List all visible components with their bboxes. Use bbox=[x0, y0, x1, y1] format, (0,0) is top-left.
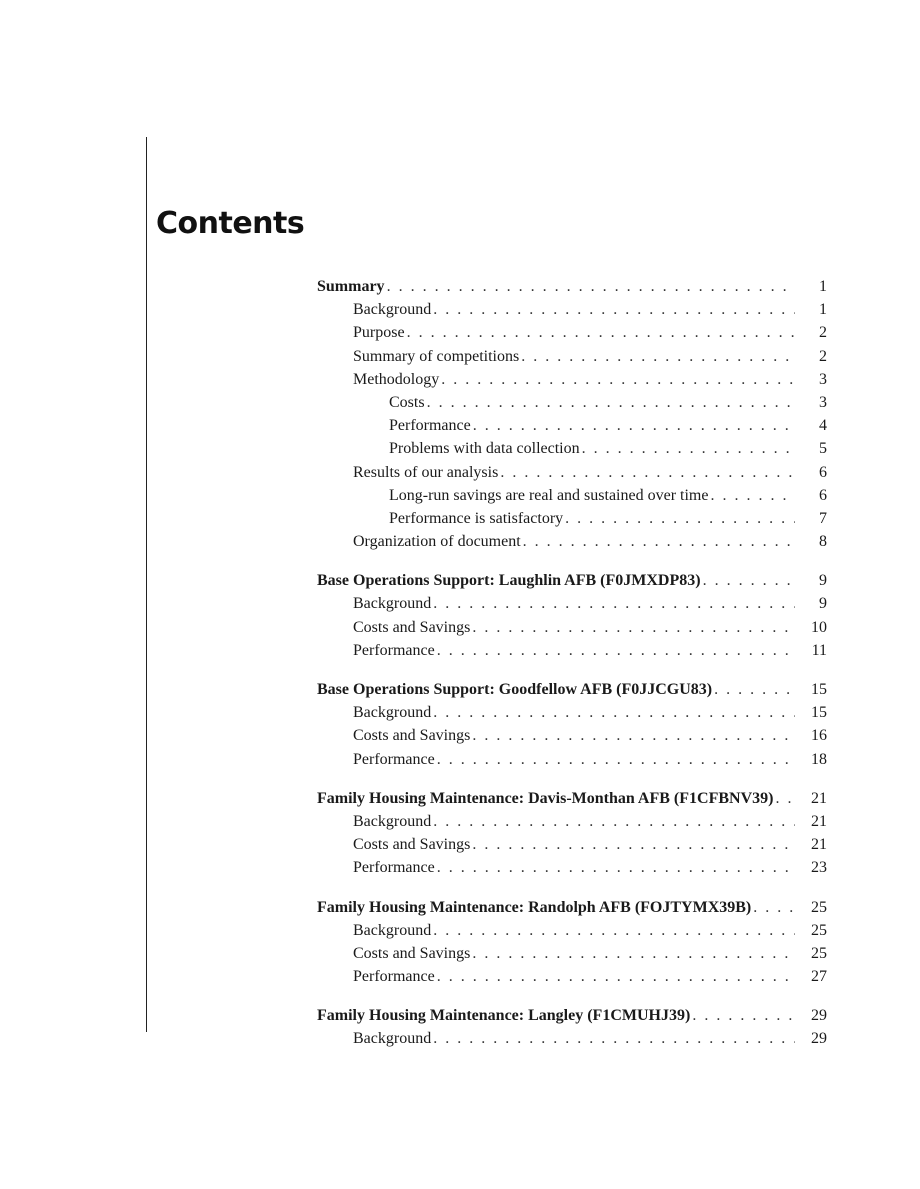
table-of-contents bbox=[317, 275, 827, 1067]
dot-leader bbox=[433, 592, 795, 615]
toc-section bbox=[317, 275, 827, 553]
toc-page-number: 11 bbox=[811, 641, 827, 659]
toc-entry-title: Costs and Savings bbox=[353, 944, 471, 962]
toc-entry-title: Summary of competitions bbox=[353, 347, 520, 365]
toc-entry-title: Background bbox=[353, 595, 432, 613]
dot-leader bbox=[437, 639, 795, 662]
toc-chapter-entry[interactable] bbox=[317, 896, 827, 919]
toc-entry[interactable] bbox=[317, 461, 827, 484]
toc-entry-title: Performance bbox=[389, 417, 471, 435]
toc-entry-title: Costs bbox=[389, 393, 425, 411]
toc-page-number: 18 bbox=[811, 750, 827, 768]
dot-leader bbox=[565, 507, 795, 530]
toc-page-number: 2 bbox=[819, 324, 827, 342]
toc-page-number: 25 bbox=[811, 944, 827, 962]
toc-page-number: 15 bbox=[811, 681, 827, 698]
dot-leader bbox=[441, 368, 795, 391]
dot-leader bbox=[500, 461, 795, 484]
toc-page-number: 23 bbox=[811, 859, 827, 877]
dot-leader bbox=[523, 530, 795, 553]
toc-page-number: 2 bbox=[819, 347, 827, 365]
toc-page-number: 1 bbox=[819, 301, 827, 319]
toc-page-number: 29 bbox=[811, 1007, 827, 1025]
toc-entry[interactable] bbox=[317, 748, 827, 771]
toc-page-number: 6 bbox=[819, 463, 827, 481]
toc-page-number: 9 bbox=[819, 572, 827, 590]
toc-entry-title: Long-run savings are real and sustained over time bbox=[389, 486, 709, 504]
toc-section bbox=[317, 569, 827, 662]
dot-leader bbox=[433, 810, 795, 833]
toc-entry[interactable] bbox=[317, 616, 827, 639]
dot-leader bbox=[472, 724, 795, 747]
dot-leader bbox=[472, 616, 795, 639]
dot-leader bbox=[407, 321, 795, 344]
dot-leader bbox=[703, 569, 795, 592]
toc-entry[interactable] bbox=[317, 833, 827, 856]
toc-entry-title: Results of our analysis bbox=[353, 463, 499, 481]
toc-entry[interactable] bbox=[317, 856, 827, 879]
toc-page-number: 3 bbox=[819, 370, 827, 388]
toc-page-number: 21 bbox=[811, 812, 827, 830]
toc-entry-title: Costs and Savings bbox=[353, 727, 471, 745]
dot-leader bbox=[472, 833, 795, 856]
dot-leader bbox=[437, 965, 795, 988]
toc-section bbox=[317, 1004, 827, 1050]
toc-entry-title: Family Housing Maintenance: Langley (F1CMUHJ39) bbox=[317, 1007, 691, 1025]
toc-page-number: 29 bbox=[811, 1030, 827, 1048]
toc-entry-title: Costs and Savings bbox=[353, 836, 471, 854]
toc-page-number: 21 bbox=[811, 836, 827, 854]
toc-entry[interactable] bbox=[317, 530, 827, 553]
toc-entry-title: Base Operations Support: Laughlin AFB (F0JMXDP83) bbox=[317, 572, 701, 590]
margin-rule bbox=[146, 137, 147, 1032]
toc-entry-title: Background bbox=[353, 921, 432, 939]
toc-entry-title: Performance is satisfactory bbox=[389, 509, 564, 527]
dot-leader bbox=[582, 437, 795, 460]
toc-entry[interactable] bbox=[317, 437, 827, 460]
toc-chapter-entry[interactable] bbox=[317, 569, 827, 592]
toc-entry[interactable] bbox=[317, 919, 827, 942]
dot-leader bbox=[692, 1004, 795, 1027]
toc-page-number: 3 bbox=[819, 393, 827, 411]
toc-entry[interactable] bbox=[317, 701, 827, 724]
toc-page-number: 25 bbox=[811, 921, 827, 939]
toc-entry-title: Family Housing Maintenance: Randolph AFB (FOJTYMX39B) bbox=[317, 898, 752, 916]
toc-section bbox=[317, 678, 827, 771]
dot-leader bbox=[473, 414, 795, 437]
toc-page-number: 8 bbox=[819, 533, 827, 551]
toc-entry-title: Purpose bbox=[353, 324, 405, 342]
toc-page-number: 10 bbox=[811, 618, 827, 636]
toc-entry-title: Summary bbox=[317, 278, 385, 295]
toc-entry-title: Performance bbox=[353, 859, 435, 877]
toc-entry-title: Family Housing Maintenance: Davis-Monthan AFB (F1CFBNV39) bbox=[317, 789, 774, 807]
dot-leader bbox=[775, 787, 795, 810]
toc-entry[interactable] bbox=[317, 414, 827, 437]
toc-page-number: 15 bbox=[811, 704, 827, 722]
toc-entry-title: Base Operations Support: Goodfellow AFB (F0JJCGU83) bbox=[317, 681, 713, 698]
toc-page-number: 16 bbox=[811, 727, 827, 745]
toc-entry-title: Methodology bbox=[353, 370, 440, 388]
toc-entry-title: Costs and Savings bbox=[353, 618, 471, 636]
toc-entry-title: Background bbox=[353, 301, 432, 319]
dot-leader bbox=[521, 345, 795, 368]
toc-entry-title: Background bbox=[353, 812, 432, 830]
toc-entry-title: Problems with data collection bbox=[389, 440, 580, 458]
toc-chapter-entry[interactable] bbox=[317, 787, 827, 810]
toc-page-number: 4 bbox=[819, 417, 827, 435]
toc-page-number: 21 bbox=[811, 789, 827, 807]
toc-entry[interactable] bbox=[317, 810, 827, 833]
dot-leader bbox=[427, 391, 795, 414]
toc-page-number: 5 bbox=[819, 440, 827, 458]
toc-section bbox=[317, 896, 827, 989]
dot-leader bbox=[433, 1027, 795, 1050]
toc-entry[interactable] bbox=[317, 1027, 827, 1050]
toc-page-number: 7 bbox=[819, 509, 827, 527]
toc-entry[interactable] bbox=[317, 724, 827, 747]
dot-leader bbox=[753, 896, 795, 919]
toc-chapter-entry[interactable] bbox=[317, 275, 827, 298]
toc-chapter-entry[interactable] bbox=[317, 1004, 827, 1027]
dot-leader bbox=[710, 484, 795, 507]
toc-page-number: 6 bbox=[819, 486, 827, 504]
dot-leader bbox=[714, 678, 795, 701]
dot-leader bbox=[433, 701, 795, 724]
toc-entry-title: Background bbox=[353, 704, 432, 722]
toc-page-number: 9 bbox=[819, 595, 827, 613]
toc-page-number: 25 bbox=[811, 898, 827, 916]
dot-leader bbox=[433, 919, 795, 942]
toc-entry-title: Performance bbox=[353, 641, 435, 659]
dot-leader bbox=[433, 298, 795, 321]
dot-leader bbox=[387, 275, 795, 298]
toc-entry[interactable] bbox=[317, 298, 827, 321]
toc-entry[interactable] bbox=[317, 942, 827, 965]
toc-entry[interactable] bbox=[317, 345, 827, 368]
dot-leader bbox=[437, 856, 795, 879]
toc-entry-title: Performance bbox=[353, 968, 435, 986]
toc-entry[interactable] bbox=[317, 321, 827, 344]
toc-entry[interactable] bbox=[317, 592, 827, 615]
toc-section bbox=[317, 787, 827, 880]
toc-page-number: 27 bbox=[811, 968, 827, 986]
page-title: Contents bbox=[156, 206, 305, 241]
toc-entry-title: Organization of document bbox=[353, 533, 521, 551]
dot-leader bbox=[472, 942, 795, 965]
toc-entry[interactable] bbox=[317, 965, 827, 988]
toc-entry[interactable] bbox=[317, 507, 827, 530]
toc-chapter-entry[interactable] bbox=[317, 678, 827, 701]
toc-entry[interactable] bbox=[317, 368, 827, 391]
toc-entry[interactable] bbox=[317, 639, 827, 662]
dot-leader bbox=[437, 748, 795, 771]
toc-entry-title: Background bbox=[353, 1030, 432, 1048]
toc-entry[interactable] bbox=[317, 391, 827, 414]
toc-entry[interactable] bbox=[317, 484, 827, 507]
toc-entry-title: Performance bbox=[353, 750, 435, 768]
toc-page-number: 1 bbox=[819, 278, 827, 295]
